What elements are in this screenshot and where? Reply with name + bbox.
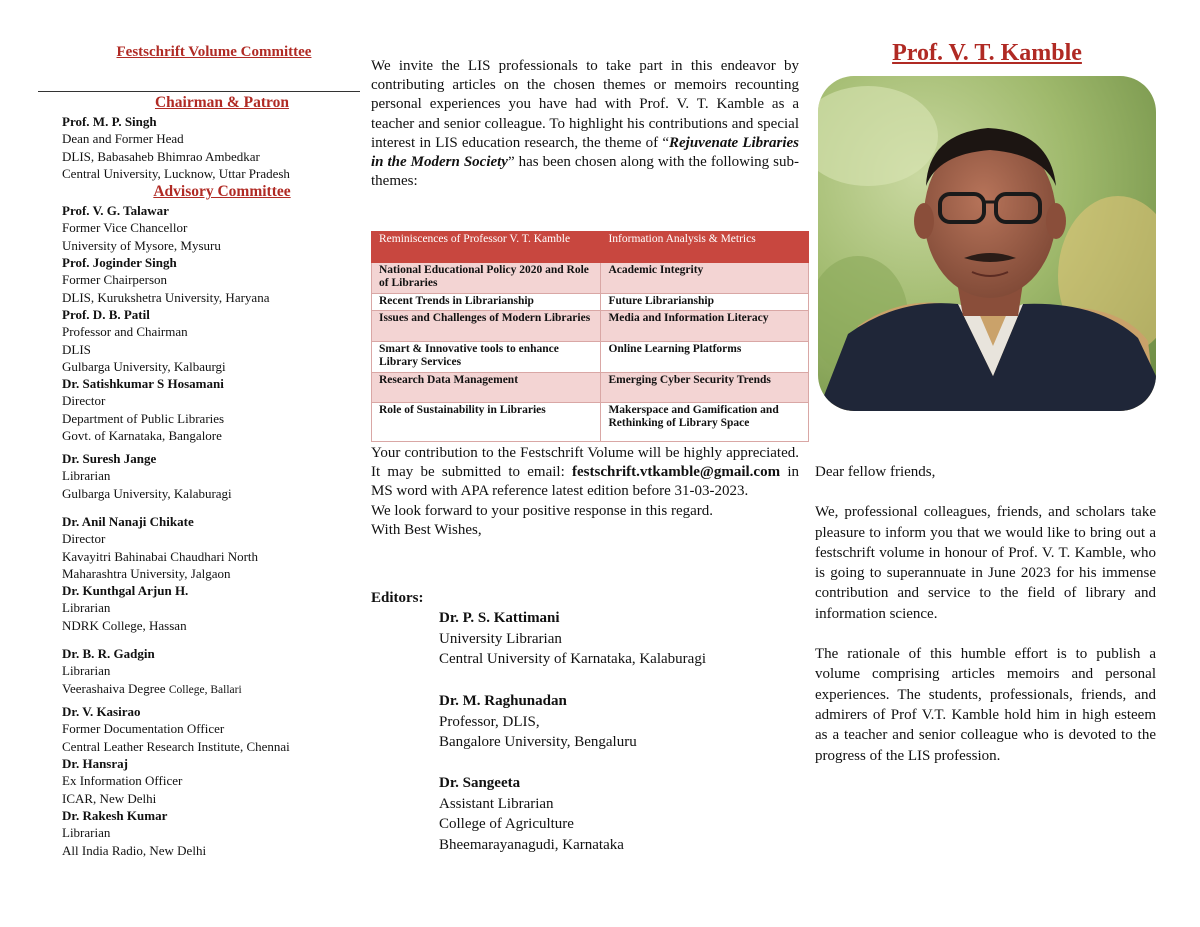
member-line: Dean and Former Head [62,131,184,147]
table-cell: Reminiscences of Professor V. T. Kamble [372,232,601,263]
member-entry [62,755,362,807]
intro-text-end: ” has been chosen along with the following sub-themes: [371,154,799,190]
contribution-block [371,444,799,540]
member-line: ICAR, New Delhi [62,790,157,806]
editor-line: Bangalore University, Bengaluru [439,734,637,750]
member-name: Prof. D. B. Patil [62,307,150,322]
member-line: Librarian [62,663,111,679]
member-line-small: College, Ballari [168,683,242,696]
member-line: DLIS [62,341,91,357]
member-line: Gulbarga University, Kalaburagi [62,485,232,501]
member-line: Gulbarga University, Kalbaurgi [62,358,226,374]
table-cell: Role of Sustainability in Libraries [372,403,601,442]
table-row [372,263,809,294]
member-entry [62,202,362,254]
member-name: Dr. Suresh Jange [62,451,157,466]
table-cell: Smart & Innovative tools to enhance Library Services [372,342,601,373]
contribution-paragraph [371,444,799,502]
member-line: Central University, Lucknow, Uttar Pradesh [62,165,290,181]
member-line [62,680,362,699]
member-name: Dr. Kunthgal Arjun H. [62,583,189,598]
member-entry [62,807,362,859]
editor-name: Dr. M. Raghunadan [439,693,567,709]
letter-block [815,462,1156,766]
editor-entry [439,773,799,855]
member-line: Govt. of Karnataka, Bangalore [62,427,222,443]
member-line: Department of Public Libraries [62,410,225,426]
table-cell: Academic Integrity [601,263,809,294]
table-cell: Online Learning Platforms [601,342,809,373]
subthemes-table [371,231,809,442]
member-name: Dr. B. R. Gadgin [62,646,155,661]
member-entry [62,703,362,755]
member-line: Ex Information Officer [62,773,183,789]
member-line: Director [62,393,106,409]
letter-paragraph-1: We, professional colleagues, friends, and scholars take pleasure to inform you that we would like to bring out a festschrift volume in honour of Prof. V. T. Kamble, who is going to superannuate in June 2023 for his immense contribution and service to the field of library and information science. [815,504,1156,622]
editor-line: Bheemarayanagudi, Karnataka [439,836,624,853]
member-name: Prof. M. P. Singh [62,114,157,129]
table-cell: Recent Trends in Librarianship [372,294,601,311]
member-line: Librarian [62,825,111,841]
member-line: Central Leather Research Institute, Chennai [62,738,290,754]
editor-line: Professor, DLIS, [439,713,540,730]
member-line: Professor and Chairman [62,324,188,340]
email-link[interactable]: festschrift.vtkamble@gmail.com [572,464,781,481]
member-entry [62,645,362,699]
member-line: DLIS, Kurukshetra University, Haryana [62,289,270,305]
editor-name: Dr. P. S. Kattimani [439,610,560,626]
table-cell: Makerspace and Gamification and Rethinking of Library Space [601,403,809,442]
theme-title: Rejuvenate Libraries in the Modern Society [371,134,799,171]
advisory-heading: Advisory Committee [153,183,291,200]
member-entry [62,513,362,582]
table-cell: Research Data Management [372,373,601,403]
member-name: Prof. V. G. Talawar [62,203,169,218]
honoree-portrait [818,76,1156,411]
table-cell: Information Analysis & Metrics [601,232,809,263]
table-row [372,342,809,373]
member-entry [62,582,362,634]
editor-entry [439,691,799,753]
member-line: Director [62,531,106,547]
member-line: Librarian [62,468,111,484]
member-name: Prof. Joginder Singh [62,255,177,270]
table-row [372,373,809,403]
wishes-text: With Best Wishes, [371,521,482,538]
member-name: Dr. Satishkumar S Hosamani [62,376,224,391]
member-line: Kavayitri Bahinabai Chaudhari North [62,548,259,564]
member-line: Former Chairperson [62,272,168,288]
member-line: DLIS, Babasaheb Bhimrao Ambedkar [62,148,260,164]
table-cell: National Educational Policy 2020 and Role of Libraries [372,263,601,294]
chairman-heading: Chairman & Patron [154,94,290,111]
editor-name: Dr. Sangeeta [439,775,521,791]
member-line: NDRK College, Hassan [62,617,187,633]
member-line: Former Vice Chancellor [62,220,188,236]
letter-paragraph-2: The rationale of this humble effort is to publish a volume comprising articles memoirs and personal experiences. The students, professionals, friends, and admirers of Prof V.T. Kamble hold him in high esteem as a teacher and senior colleague who is devoted to the progress of the LIS profession. [815,646,1156,764]
table-cell: Future Librarianship [601,294,809,311]
table-cell: Issues and Challenges of Modern Libraries [372,311,601,342]
member-name: Dr. V. Kasirao [62,704,141,719]
table-row [372,232,809,263]
editor-entry [439,608,799,670]
greeting: Dear fellow friends, [815,464,936,480]
contribution-text: Your contribution to the Festschrift Volume will be highly appreciated. It may be submitted to email: [371,445,799,481]
member-line-text: Veerashaiva Degree [62,680,166,696]
contribution-text-end: in MS word with APA reference latest edition before 31-03-2023. [371,464,800,500]
member-entry [62,450,362,502]
look-forward-text: We look forward to your positive response in this regard. [371,502,714,519]
member-line: All India Radio, New Delhi [62,842,207,858]
member-name: Dr. Hansraj [62,756,128,771]
member-line: Former Documentation Officer [62,721,225,737]
intro-paragraph [371,57,799,191]
table-cell: Emerging Cyber Security Trends [601,373,809,403]
chairman-entry [62,113,362,182]
portrait-photo [818,76,1156,411]
editor-line: Assistant Librarian [439,795,554,812]
member-name: Dr. Rakesh Kumar [62,808,168,823]
table-row [372,403,809,442]
editor-line: College of Agriculture [439,816,574,832]
editor-line: University Librarian [439,630,562,647]
table-cell: Media and Information Literacy [601,311,809,342]
member-entry [62,375,362,444]
table-row [372,311,809,342]
editor-line: Central University of Karnataka, Kalaburagi [439,651,706,667]
table-row [372,294,809,311]
member-line: Librarian [62,600,111,616]
member-entry [62,306,362,375]
member-line: Maharashtra University, Jalgaon [62,565,231,581]
intro-text: We invite the LIS professionals to take part in this endeavor by contributing articles on the chosen themes or memoirs recounting personal experiences you have had with Prof. V. T. Kamble as a teacher and senior colleague. To highlight his contributions and special interest in LIS education research, the theme of “ [371,58,799,151]
member-name: Dr. Anil Nanaji Chikate [62,514,194,529]
member-entry [62,254,362,306]
divider [38,91,360,92]
honoree-title: Prof. V. T. Kamble [892,40,1082,66]
editors-label: Editors: [371,590,424,606]
committee-title: Festschrift Volume Committee [116,44,312,60]
member-line: University of Mysore, Mysuru [62,237,221,253]
